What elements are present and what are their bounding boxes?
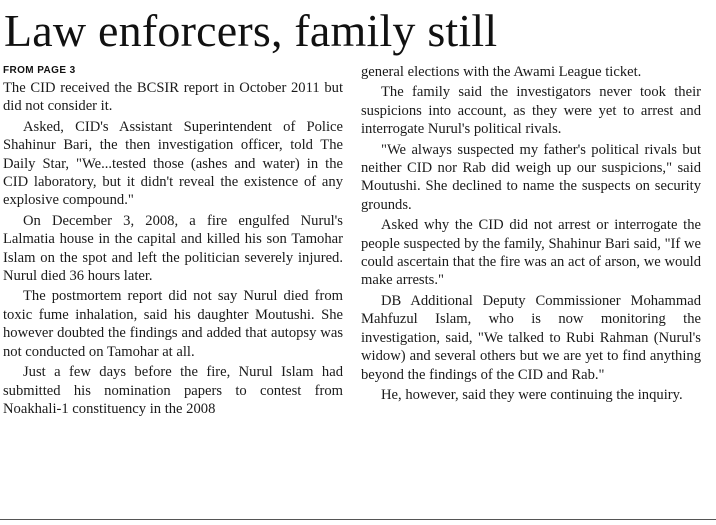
paragraph: The family said the investigators never took their suspicions into account, as they were yet to arrest and interrogate Nurul's political rivals. [361, 84, 701, 138]
paragraph: Just a few days before the fire, Nurul Islam had submitted his nomination papers to contest from Noakhali-1 constituency in the 2008 [3, 364, 343, 417]
left-column [3, 63, 343, 418]
kicker-from-page: FROM PAGE 3 [3, 65, 76, 76]
headline: Law enforcers, family still [4, 5, 498, 56]
paragraph: "We always suspected my father's political rivals but neither CID nor Rab did weigh up our suspicions," said Moutushi. She declined to name the suspects on security grounds. [361, 141, 701, 213]
bottom-rule [0, 519, 716, 520]
right-column [361, 63, 701, 404]
paragraph: general elections with the Awami League ticket. [361, 64, 642, 80]
paragraph: On December 3, 2008, a fire engulfed Nurul's Lalmatia house in the capital and killed his son Tamohar Islam on the spot and left the politician severely injured. Nurul died 36 hours later. [3, 212, 343, 285]
paragraph: The postmortem report did not say Nurul died from toxic fume inhalation, said his daughter Moutushi. She however doubted the findings and added that autopsy was not conducted on Tamohar at all. [3, 288, 343, 360]
paragraph: DB Additional Deputy Commissioner Mohammad Mahfuzul Islam, who is now monitoring the investigation, said, "We talked to Rubi Rahman (Nurul's widow) and several others but we are yet to find anything beyond the findings of the CID and Rab." [361, 292, 701, 383]
paragraph: Asked, CID's Assistant Superintendent of Police Shahinur Bari, the then investigation officer, told The Daily Star, "We...tested those (ashes and water) in the CID laboratory, but it didn't reveal the existence of any explosive compound." [3, 118, 343, 209]
paragraph: The CID received the BCSIR report in October 2011 but did not consider it. [3, 80, 343, 115]
paragraph: Asked why the CID did not arrest or interrogate the people suspected by the family, Shahinur Bari said, "If we could ascertain that the fire was an act of arson, we would make arrests." [361, 217, 701, 289]
paragraph: He, however, said they were continuing the inquiry. [381, 386, 683, 403]
